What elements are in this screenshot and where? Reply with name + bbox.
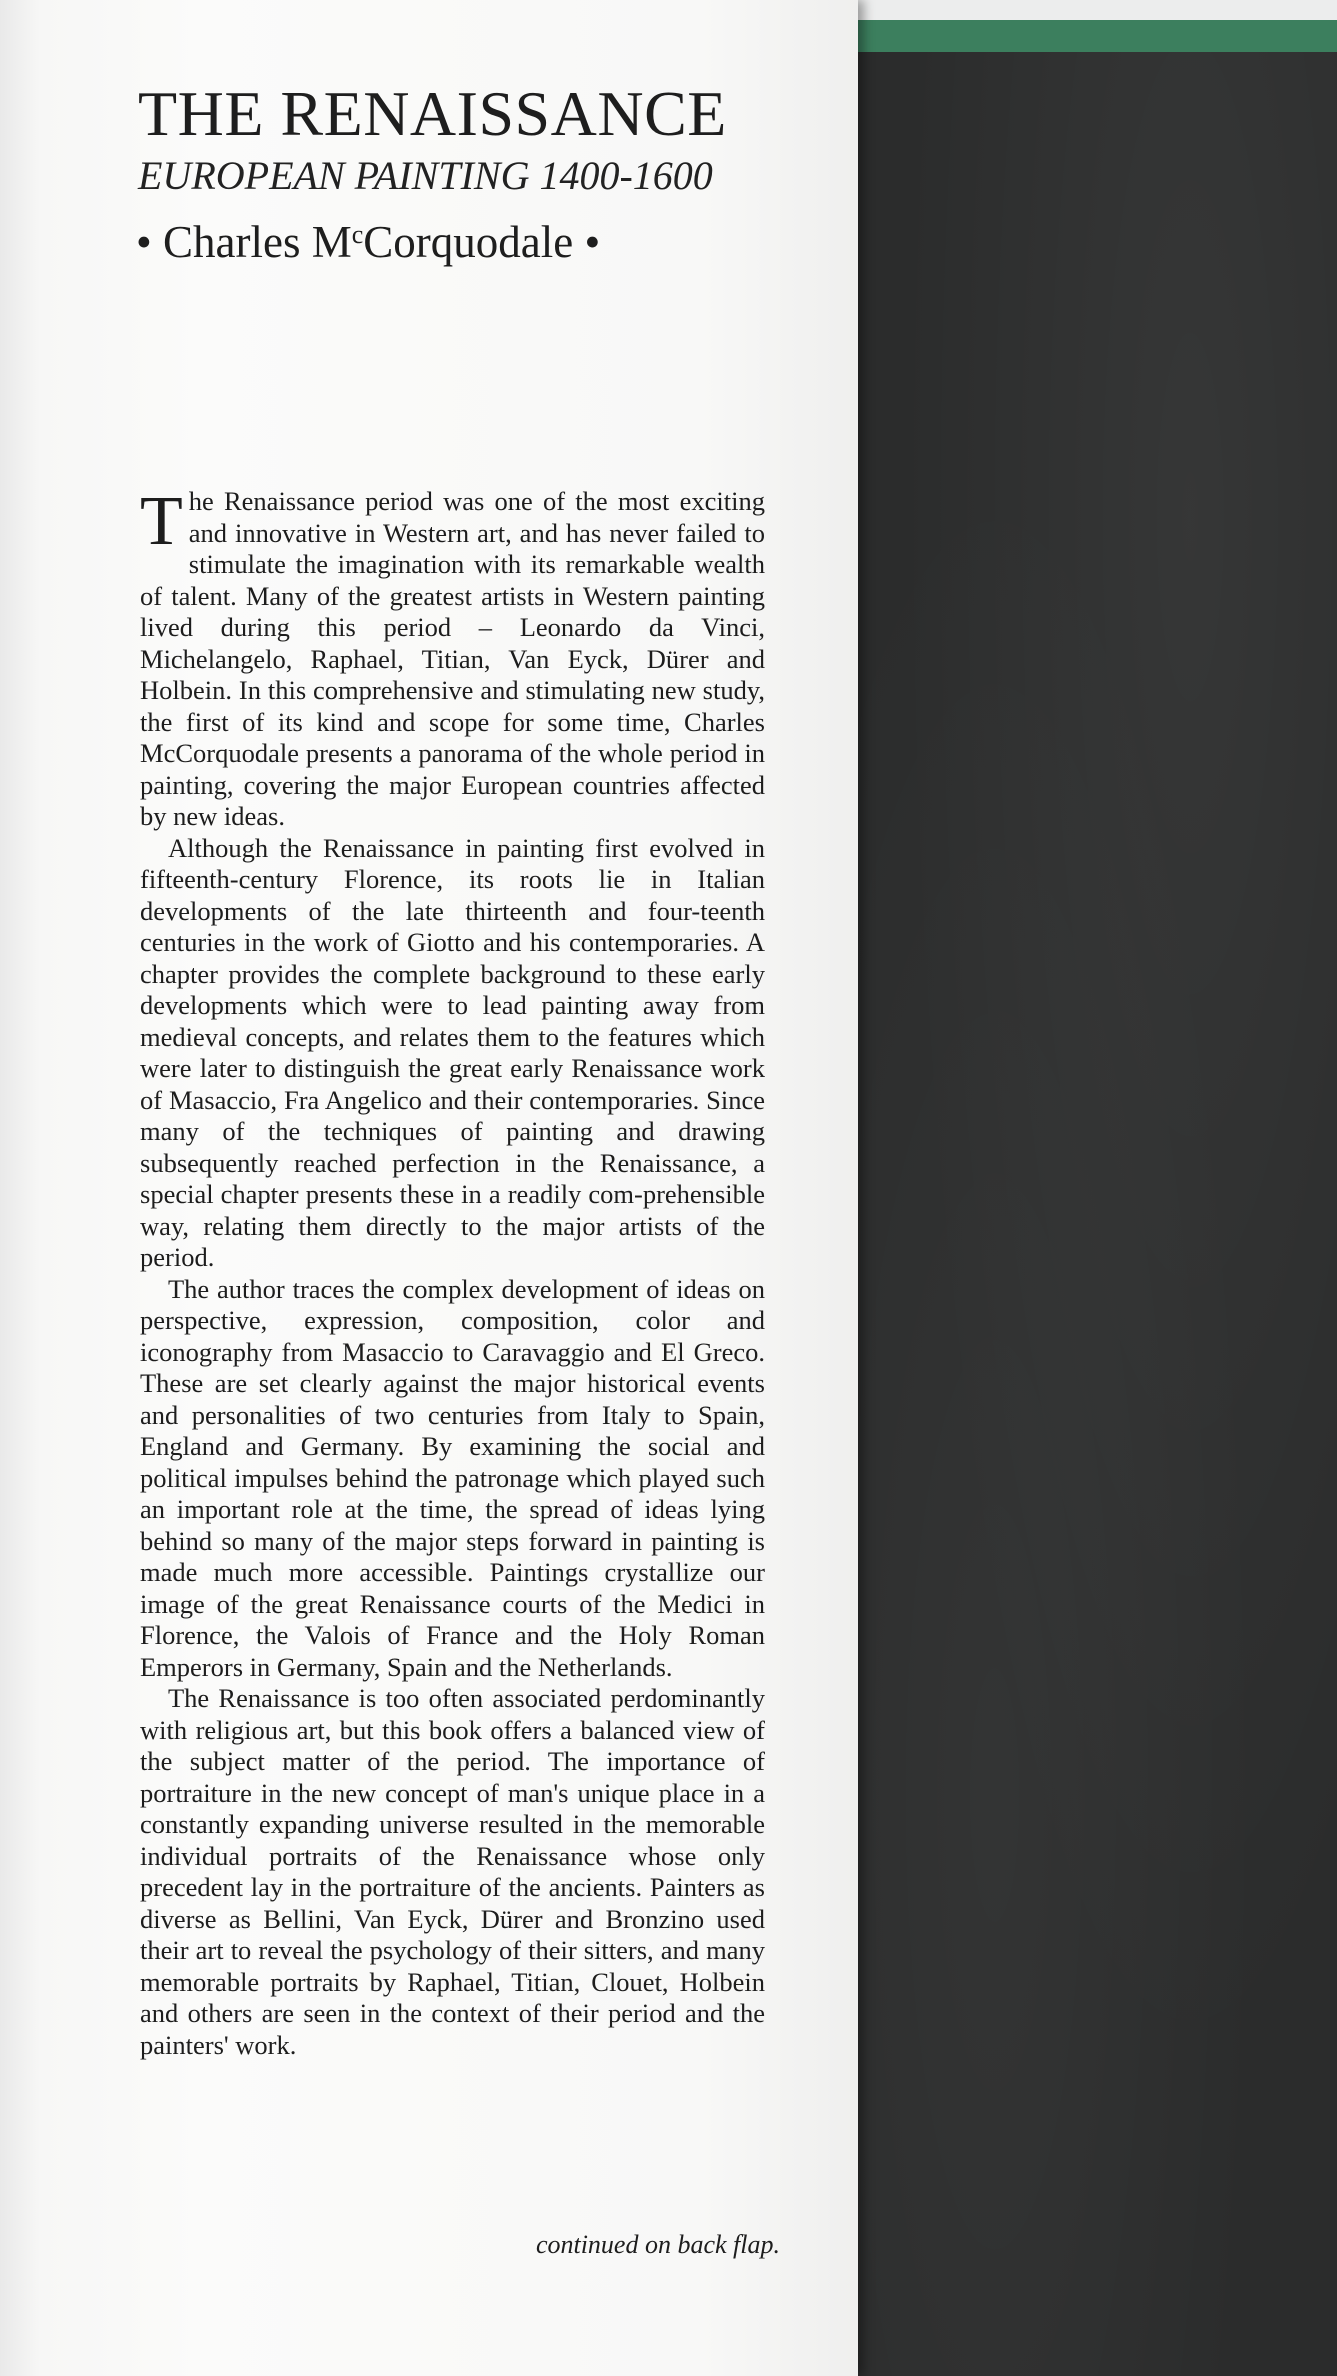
author-name-post: Corquodale xyxy=(363,217,574,267)
continued-note: continued on back flap. xyxy=(535,2230,780,2259)
paragraph-4: The Renaissance is too often associated perdominantly with religious art, but this book offers a balanced view of the subject matter of the period. The importance of portraiture in the new concept of man's unique place in a constantly expanding universe resulted in the memorable individual portraits of the Renaissance whose only precedent lay in the portraiture of the ancients. Painters as diverse as Bellini, Van Eyck, Dürer and Bronzino used their art to reveal the psychology of their sitters, and many memorable portraits by Raphael, Titian, Clouet, Holbein and others are seen in the context of their period and the painters' work. xyxy=(140,1683,765,2060)
book-spine-green-edge xyxy=(848,20,1337,54)
author-line xyxy=(136,208,796,269)
drop-cap: T xyxy=(140,483,183,560)
background-strip xyxy=(848,0,1337,22)
bullet-right: • xyxy=(584,217,601,267)
paragraph-1-text: he Renaissance period was one of the most exciting and innovative in Western art, and has never failed to stimulate the imagination with its remarkable wealth of talent. Many of the greatest artists in Western painting lived during this period – Leonardo da Vinci, Michelangelo, Raphael, Titian, Van Eyck, Dürer and Holbein. In this comprehensive and stimulating new study, the first of its kind and scope for some time, Charles McCorquodale presents a panorama of the whole period in painting, covering the major European countries affected by new ideas. xyxy=(140,486,765,831)
book-title: THE RENAISSANCE xyxy=(138,78,727,149)
author-name-sup: c xyxy=(351,220,364,249)
blurb-text xyxy=(140,483,765,2061)
author-name-pre: Charles M xyxy=(163,217,352,267)
paragraph-2: Although the Renaissance in painting first evolved in fifteenth-century Florence, its roots lie in Italian developments of the late thirteenth and four-teenth centuries in the work of Giotto and his contemporaries. A chapter provides the complete background to these early developments which were to lead painting away from medieval concepts, and relates them to the features which were later to distinguish the great early Renaissance work of Masaccio, Fra Angelico and their contemporaries. Since many of the techniques of painting and drawing subsequently reached perfection in the Renaissance, a special chapter presents these in a readily com-prehensible way, relating them directly to the major artists of the period. xyxy=(140,832,765,1272)
bullet-left: • xyxy=(136,217,152,267)
book-subtitle: EUROPEAN PAINTING 1400-1600 xyxy=(138,153,713,198)
dark-book-board xyxy=(848,52,1337,2376)
paragraph-1 xyxy=(140,483,765,833)
paragraph-3: The author traces the complex development of ideas on perspective, expression, composition, color and iconography from Masaccio to Caravaggio and El Greco. These are set clearly against the major historical events and personalities of two centuries from Italy to Spain, England and Germany. By examining the social and political impulses behind the patronage which played such an important role at the time, the spread of ideas lying behind so many of the major steps forward in painting is made much more accessible. Paintings crystallize our image of the great Renaissance courts of the Medici in Florence, the Valois of France and the Holy Roman Emperors in Germany, Spain and the Netherlands. xyxy=(140,1273,765,1682)
